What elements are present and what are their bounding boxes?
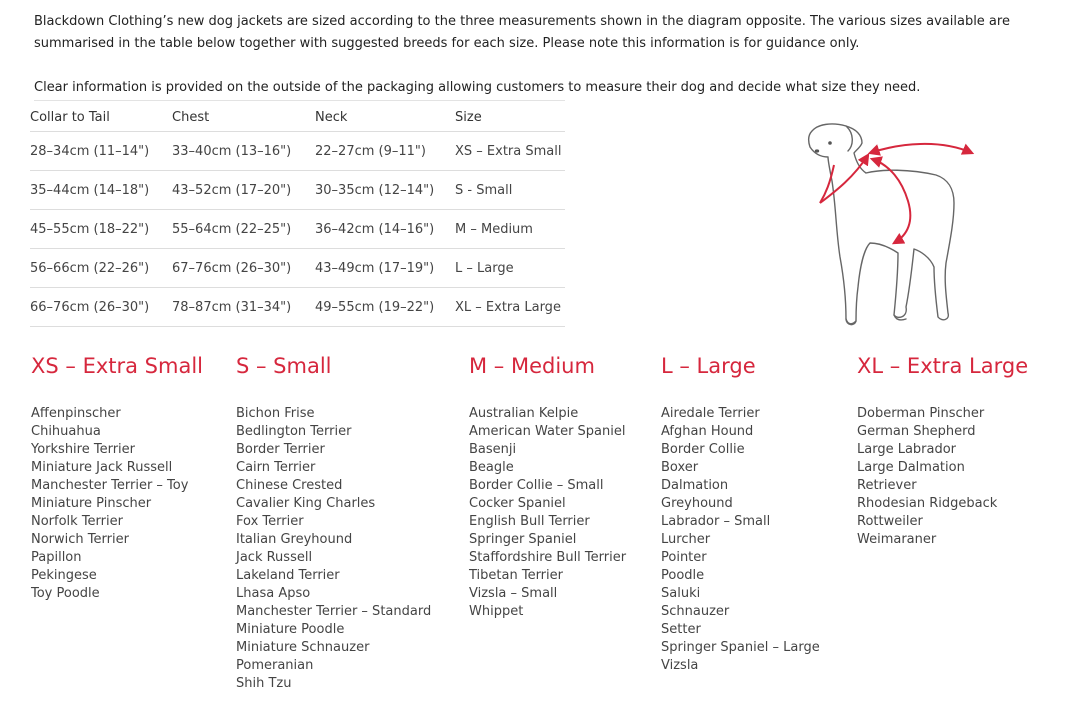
breed-item: Greyhound — [661, 496, 733, 511]
breed-item: Italian Greyhound — [236, 532, 353, 547]
breed-item: Vizsla – Small — [469, 586, 558, 601]
breed-item: Miniature Jack Russell — [31, 460, 173, 475]
breed-item: Border Collie — [661, 442, 745, 457]
breed-heading-s: S – Small — [236, 354, 332, 378]
breed-item: Norwich Terrier — [31, 532, 129, 547]
breed-item: Vizsla — [661, 658, 699, 673]
breed-item: Australian Kelpie — [469, 406, 579, 421]
breed-item: Springer Spaniel – Large — [661, 640, 820, 655]
breed-item: German Shepherd — [857, 424, 976, 439]
header-neck: Neck — [315, 109, 348, 125]
breed-item: Manchester Terrier – Standard — [236, 604, 432, 619]
back-measure-line — [870, 144, 972, 153]
table-row — [30, 249, 565, 288]
cell-size: S - Small — [455, 171, 565, 210]
breed-item: Cocker Spaniel — [469, 496, 566, 511]
breed-item: Large Dalmation — [857, 460, 965, 475]
breed-item: Saluki — [661, 586, 701, 601]
cell-collar-to-tail: 45–55cm (18–22") — [30, 210, 172, 249]
breed-item: Staffordshire Bull Terrier — [469, 550, 627, 565]
cell-neck: 43–49cm (17–19") — [315, 249, 455, 288]
breed-item: Fox Terrier — [236, 514, 304, 529]
cell-neck: 36–42cm (14–16") — [315, 210, 455, 249]
breed-item: Border Collie – Small — [469, 478, 604, 493]
breed-item: Airedale Terrier — [661, 406, 760, 421]
table-row — [30, 210, 565, 249]
dog-outline — [809, 124, 954, 325]
breed-item: Afghan Hound — [661, 424, 754, 439]
cell-neck: 22–27cm (9–11") — [315, 132, 455, 171]
breed-item: Yorkshire Terrier — [31, 442, 135, 457]
breed-item: Bichon Frise — [236, 406, 315, 421]
breed-item: Poodle — [661, 568, 705, 583]
packaging-note: Clear information is provided on the outside of the packaging allowing customers to measure their dog and decide what size they need. — [34, 77, 565, 101]
cell-chest: 78–87cm (31–34") — [172, 288, 315, 327]
breed-item: Rhodesian Ridgeback — [857, 496, 998, 511]
cell-chest: 43–52cm (17–20") — [172, 171, 315, 210]
breed-column-l — [661, 352, 820, 675]
cell-collar-to-tail: 28–34cm (11–14") — [30, 132, 172, 171]
cell-size: L – Large — [455, 249, 565, 288]
breed-item: Lurcher — [661, 532, 711, 547]
breed-item: Weimaraner — [857, 532, 937, 547]
breed-item: Toy Poodle — [31, 586, 100, 601]
breed-item: Pomeranian — [236, 658, 314, 673]
cell-collar-to-tail: 56–66cm (22–26") — [30, 249, 172, 288]
size-table-header — [30, 103, 565, 132]
breed-item: Basenji — [469, 442, 517, 457]
breed-item: Norfolk Terrier — [31, 514, 123, 529]
breed-item: Dalmation — [661, 478, 729, 493]
breed-item: Rottweiler — [857, 514, 923, 529]
cell-size: M – Medium — [455, 210, 565, 249]
breed-item: Large Labrador — [857, 442, 957, 457]
breed-item: English Bull Terrier — [469, 514, 590, 529]
breed-item: Miniature Schnauzer — [236, 640, 370, 655]
table-row — [30, 171, 565, 210]
breed-item: Retriever — [857, 478, 917, 493]
breed-heading-xl: XL – Extra Large — [857, 354, 1029, 378]
table-row — [30, 132, 565, 171]
breed-item: Manchester Terrier – Toy — [31, 478, 189, 493]
breed-heading-l: L – Large — [661, 354, 756, 378]
breed-column-m — [469, 352, 626, 621]
dog-face — [815, 141, 832, 152]
intro-paragraph: Blackdown Clothing’s new dog jackets are sized according to the three measurements shown in the diagram opposite. The various sizes available are summarised in the table below together with suggested breeds for each size. Please note this information is for guidance only. — [34, 14, 1010, 51]
breed-list-l — [661, 405, 820, 675]
breed-item: Shih Tzu — [236, 676, 292, 691]
cell-neck: 30–35cm (12–14") — [315, 171, 455, 210]
breed-item: American Water Spaniel — [469, 424, 626, 439]
breed-column-s — [236, 352, 431, 693]
dog-measurement-diagram — [790, 117, 985, 332]
breed-item: Cairn Terrier — [236, 460, 316, 475]
breed-item: Labrador – Small — [661, 514, 771, 529]
table-row — [30, 288, 565, 327]
cell-collar-to-tail: 35–44cm (14–18") — [30, 171, 172, 210]
breed-column-xs — [31, 352, 203, 603]
breed-item: Chinese Crested — [236, 478, 343, 493]
breed-heading-m: M – Medium — [469, 354, 595, 378]
breed-list-m — [469, 405, 626, 621]
breed-item: Jack Russell — [236, 550, 313, 565]
breed-item: Schnauzer — [661, 604, 730, 619]
breed-item: Papillon — [31, 550, 82, 565]
header-size: Size — [455, 109, 482, 125]
cell-size: XL – Extra Large — [455, 288, 565, 327]
neck-measure-line — [820, 155, 868, 203]
breed-item: Lakeland Terrier — [236, 568, 340, 583]
dog-eye-icon — [828, 141, 832, 145]
cell-chest: 67–76cm (26–30") — [172, 249, 315, 288]
breed-item: Springer Spaniel — [469, 532, 577, 547]
cell-size: XS – Extra Small — [455, 132, 565, 171]
breed-item: Miniature Poodle — [236, 622, 345, 637]
cell-chest: 55–64cm (22–25") — [172, 210, 315, 249]
cell-chest: 33–40cm (13–16") — [172, 132, 315, 171]
breed-item: Cavalier King Charles — [236, 496, 376, 511]
breed-heading-xs: XS – Extra Small — [31, 354, 203, 378]
breed-item: Setter — [661, 622, 701, 637]
breed-item: Whippet — [469, 604, 524, 619]
breed-list-xl — [857, 405, 1028, 549]
breed-list-xs — [31, 405, 203, 603]
breed-item: Border Terrier — [236, 442, 325, 457]
breed-item: Affenpinscher — [31, 406, 121, 421]
breed-item: Pointer — [661, 550, 707, 565]
cell-collar-to-tail: 66–76cm (26–30") — [30, 288, 172, 327]
cell-neck: 49–55cm (19–22") — [315, 288, 455, 327]
size-table — [30, 103, 565, 327]
breed-item: Boxer — [661, 460, 699, 475]
breed-item: Chihuahua — [31, 424, 101, 439]
breed-item: Miniature Pinscher — [31, 496, 152, 511]
breed-item: Pekingese — [31, 568, 97, 583]
breed-column-xl — [857, 352, 1028, 549]
breed-item: Tibetan Terrier — [469, 568, 563, 583]
header-collar-to-tail: Collar to Tail — [30, 109, 110, 125]
breed-item: Beagle — [469, 460, 514, 475]
breed-list-s — [236, 405, 431, 693]
dog-nose-icon — [815, 149, 819, 152]
header-chest: Chest — [172, 109, 210, 125]
breed-item: Lhasa Apso — [236, 586, 311, 601]
breed-item: Bedlington Terrier — [236, 424, 352, 439]
breed-item: Doberman Pinscher — [857, 406, 985, 421]
